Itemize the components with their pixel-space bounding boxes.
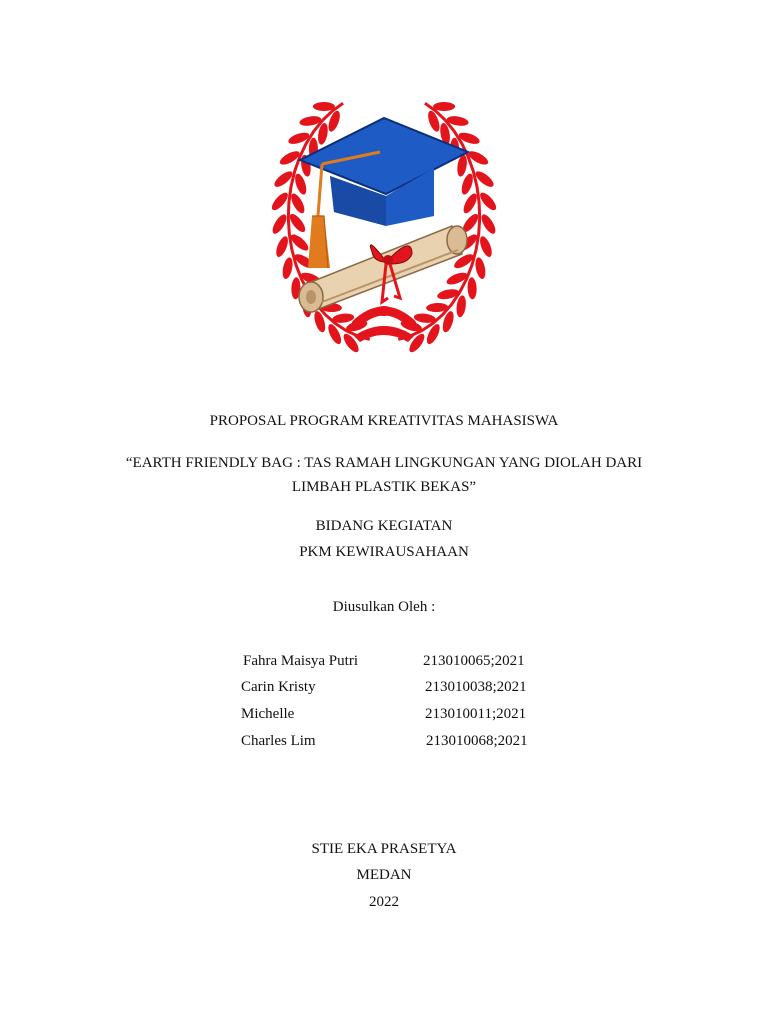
member-id: 213010038;2021 [425,679,527,695]
member-name: Michelle [241,706,295,722]
year: 2022 [369,894,399,910]
proposed-by-label: Diusulkan Oleh : [332,599,436,615]
field-value: PKM KEWIRAUSAHAAN [299,544,469,560]
member-name: Carin Kristy [241,679,316,695]
institution-name: STIE EKA PRASETYA [311,841,457,857]
member-id: 213010065;2021 [423,653,525,669]
program-title: PROPOSAL PROGRAM KREATIVITAS MAHASISWA [209,413,559,429]
proposal-title-line-1: “EARTH FRIENDLY BAG : TAS RAMAH LINGKUNGAN YANG DIOLAH DARI [125,455,643,471]
member-id: 213010011;2021 [425,706,527,722]
member-name: Charles Lim [241,733,316,749]
city-name: MEDAN [356,867,412,883]
member-id: 213010068;2021 [426,733,528,749]
graduation-cap-logo-icon [262,66,506,360]
member-name: Fahra Maisya Putri [243,653,358,669]
proposal-title-line-2: LIMBAH PLASTIK BEKAS” [291,479,477,495]
field-label: BIDANG KEGIATAN [315,518,453,534]
